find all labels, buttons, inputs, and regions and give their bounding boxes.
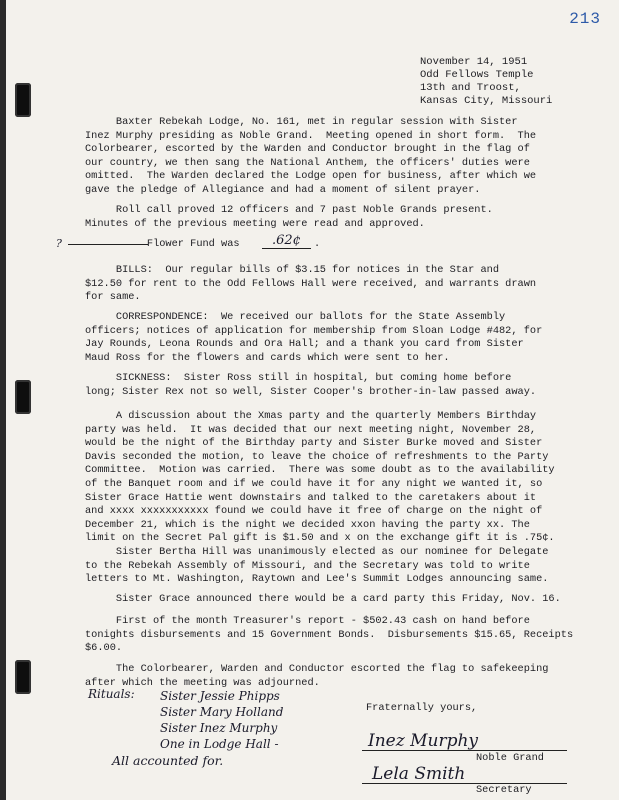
text-line: tonights disbursements and 15 Government Bonds. Disbursements $15.65, Receipts [85,628,574,641]
all-accounted-note: All accounted for. [112,753,224,768]
text-line: Minutes of the previous meeting were read and approved. [85,217,425,230]
text-line: Maud Ross for the flowers and cards which were sent to her. [85,351,450,364]
signature-line-2 [362,783,567,784]
flower-fund-value: .62¢ [262,233,311,249]
noble-grand-title: Noble Grand [476,752,544,764]
text-line: of the Banquet room and if we could have it for any night we wanted it, so [85,478,543,490]
text-line: letters to Mt. Washington, Raytown and Lee's Summit Lodges announcing same. [85,573,549,586]
meeting-place: Odd Fellows Temple [420,69,534,81]
text-line: Committee. Motion was carried. There was some doubt as to the availability [85,464,555,477]
text-line: Colorbearer, escorted by the Warden and Conductor brought in the flag of [85,143,530,156]
text-line: Inez Murphy presiding as Noble Grand. Meeting opened in short form. The [85,129,537,142]
text-line: for same. [85,291,141,304]
meeting-date: November 14, 1951 [420,56,528,68]
text-line: Sister Bertha Hill was unanimously elected as our nominee for Delegate [85,546,549,558]
text-line: gave the pledge of Allegiance and had a moment of silent prayer. [85,184,481,196]
text-line: A discussion about the Xmas party and the quarterly Members Birthday [85,410,537,422]
text-line: Baxter Rebekah Lodge, No. 161, met in regular session with Sister [85,116,518,128]
text-line: would be the night of the Birthday party and Sister Burke moved and Sister [85,437,543,450]
text-line: $6.00. [85,642,123,655]
ritual-line-1: Sister Jessie Phipps [160,689,280,703]
rituals-label: Rituals: [88,687,135,701]
punch-hole-top [15,83,31,117]
margin-question-mark: ? [56,237,62,250]
text-line: Jay Rounds, Leona Rounds and Ora Hall; and a thank you card from Sister [85,338,524,351]
noble-grand-signature: Inez Murphy [368,731,479,751]
flower-fund-label: Flower Fund was [116,238,240,250]
text-line: officers; notices of application for membership from Sloan Lodge #482, for [85,324,543,337]
text-line: Roll call proved 12 officers and 7 past Noble Grands present. [85,204,493,216]
meeting-street: 13th and Troost, [420,82,521,94]
text-line: First of the month Treasurer's report - $502.43 cash on hand before [85,615,530,627]
text-line: $12.50 for rent to the Odd Fellows Hall were received, and warrants drawn [85,277,537,290]
text-line: Davis seconded the motion, to leave the choice of refreshments to the Party [85,450,549,463]
text-line: omitted. The Warden declared the Lodge open for business, after which we [85,170,537,183]
text-line: after which the meeting was adjourned. [85,676,320,689]
signature-line-1 [362,750,567,751]
binder-edge [0,0,6,800]
text-line: CORRESPONDENCE: We received our ballots for the State Assembly [85,311,506,323]
text-line: limit on the Secret Pal gift is $1.50 and x on the exchange gift it is .75¢. [85,532,555,545]
date-block [420,56,552,108]
text-line: and xxxx xxxxxxxxxxx found we could have it free of charge on the night of [85,505,543,518]
text-line: party was held. It was decided that our next meeting night, November 28, [85,423,537,436]
meeting-city: Kansas City, Missouri [420,95,553,107]
ritual-line-4: One in Lodge Hall - [160,737,279,751]
text-line: SICKNESS: Sister Ross still in hospital, but coming home before [85,372,512,384]
punch-hole-middle [15,380,31,414]
text-line: Sister Grace Hattie went downstairs and talked to the caretakers about it [85,491,537,504]
ritual-line-3: Sister Inez Murphy [160,721,278,735]
text-line: our country, we then sang the National Anthem, the officers' duties were [85,156,530,169]
text-line: long; Sister Rex not so well, Sister Cooper's brother-in-law passed away. [85,385,537,398]
text-line: to the Rebekah Assembly of Missouri, and the Secretary was told to write [85,559,530,572]
text-line: The Colorbearer, Warden and Conductor escorted the flag to safekeeping [85,663,549,675]
text-line: BILLS: Our regular bills of $3.15 for notices in the Star and [85,264,500,276]
ritual-line-2: Sister Mary Holland [160,705,284,719]
secretary-signature: Lela Smith [372,764,466,784]
text-line: Sister Grace announced there would be a card party this Friday, Nov. 16. [85,593,561,605]
flower-period: . [314,238,321,250]
secretary-title: Secretary [476,784,532,796]
punch-hole-bottom [15,660,31,694]
text-line: December 21, which is the night we decided xxon having the party xx. The [85,518,530,531]
salutation: Fraternally yours, [366,702,478,714]
page-number: 213 [569,10,601,28]
